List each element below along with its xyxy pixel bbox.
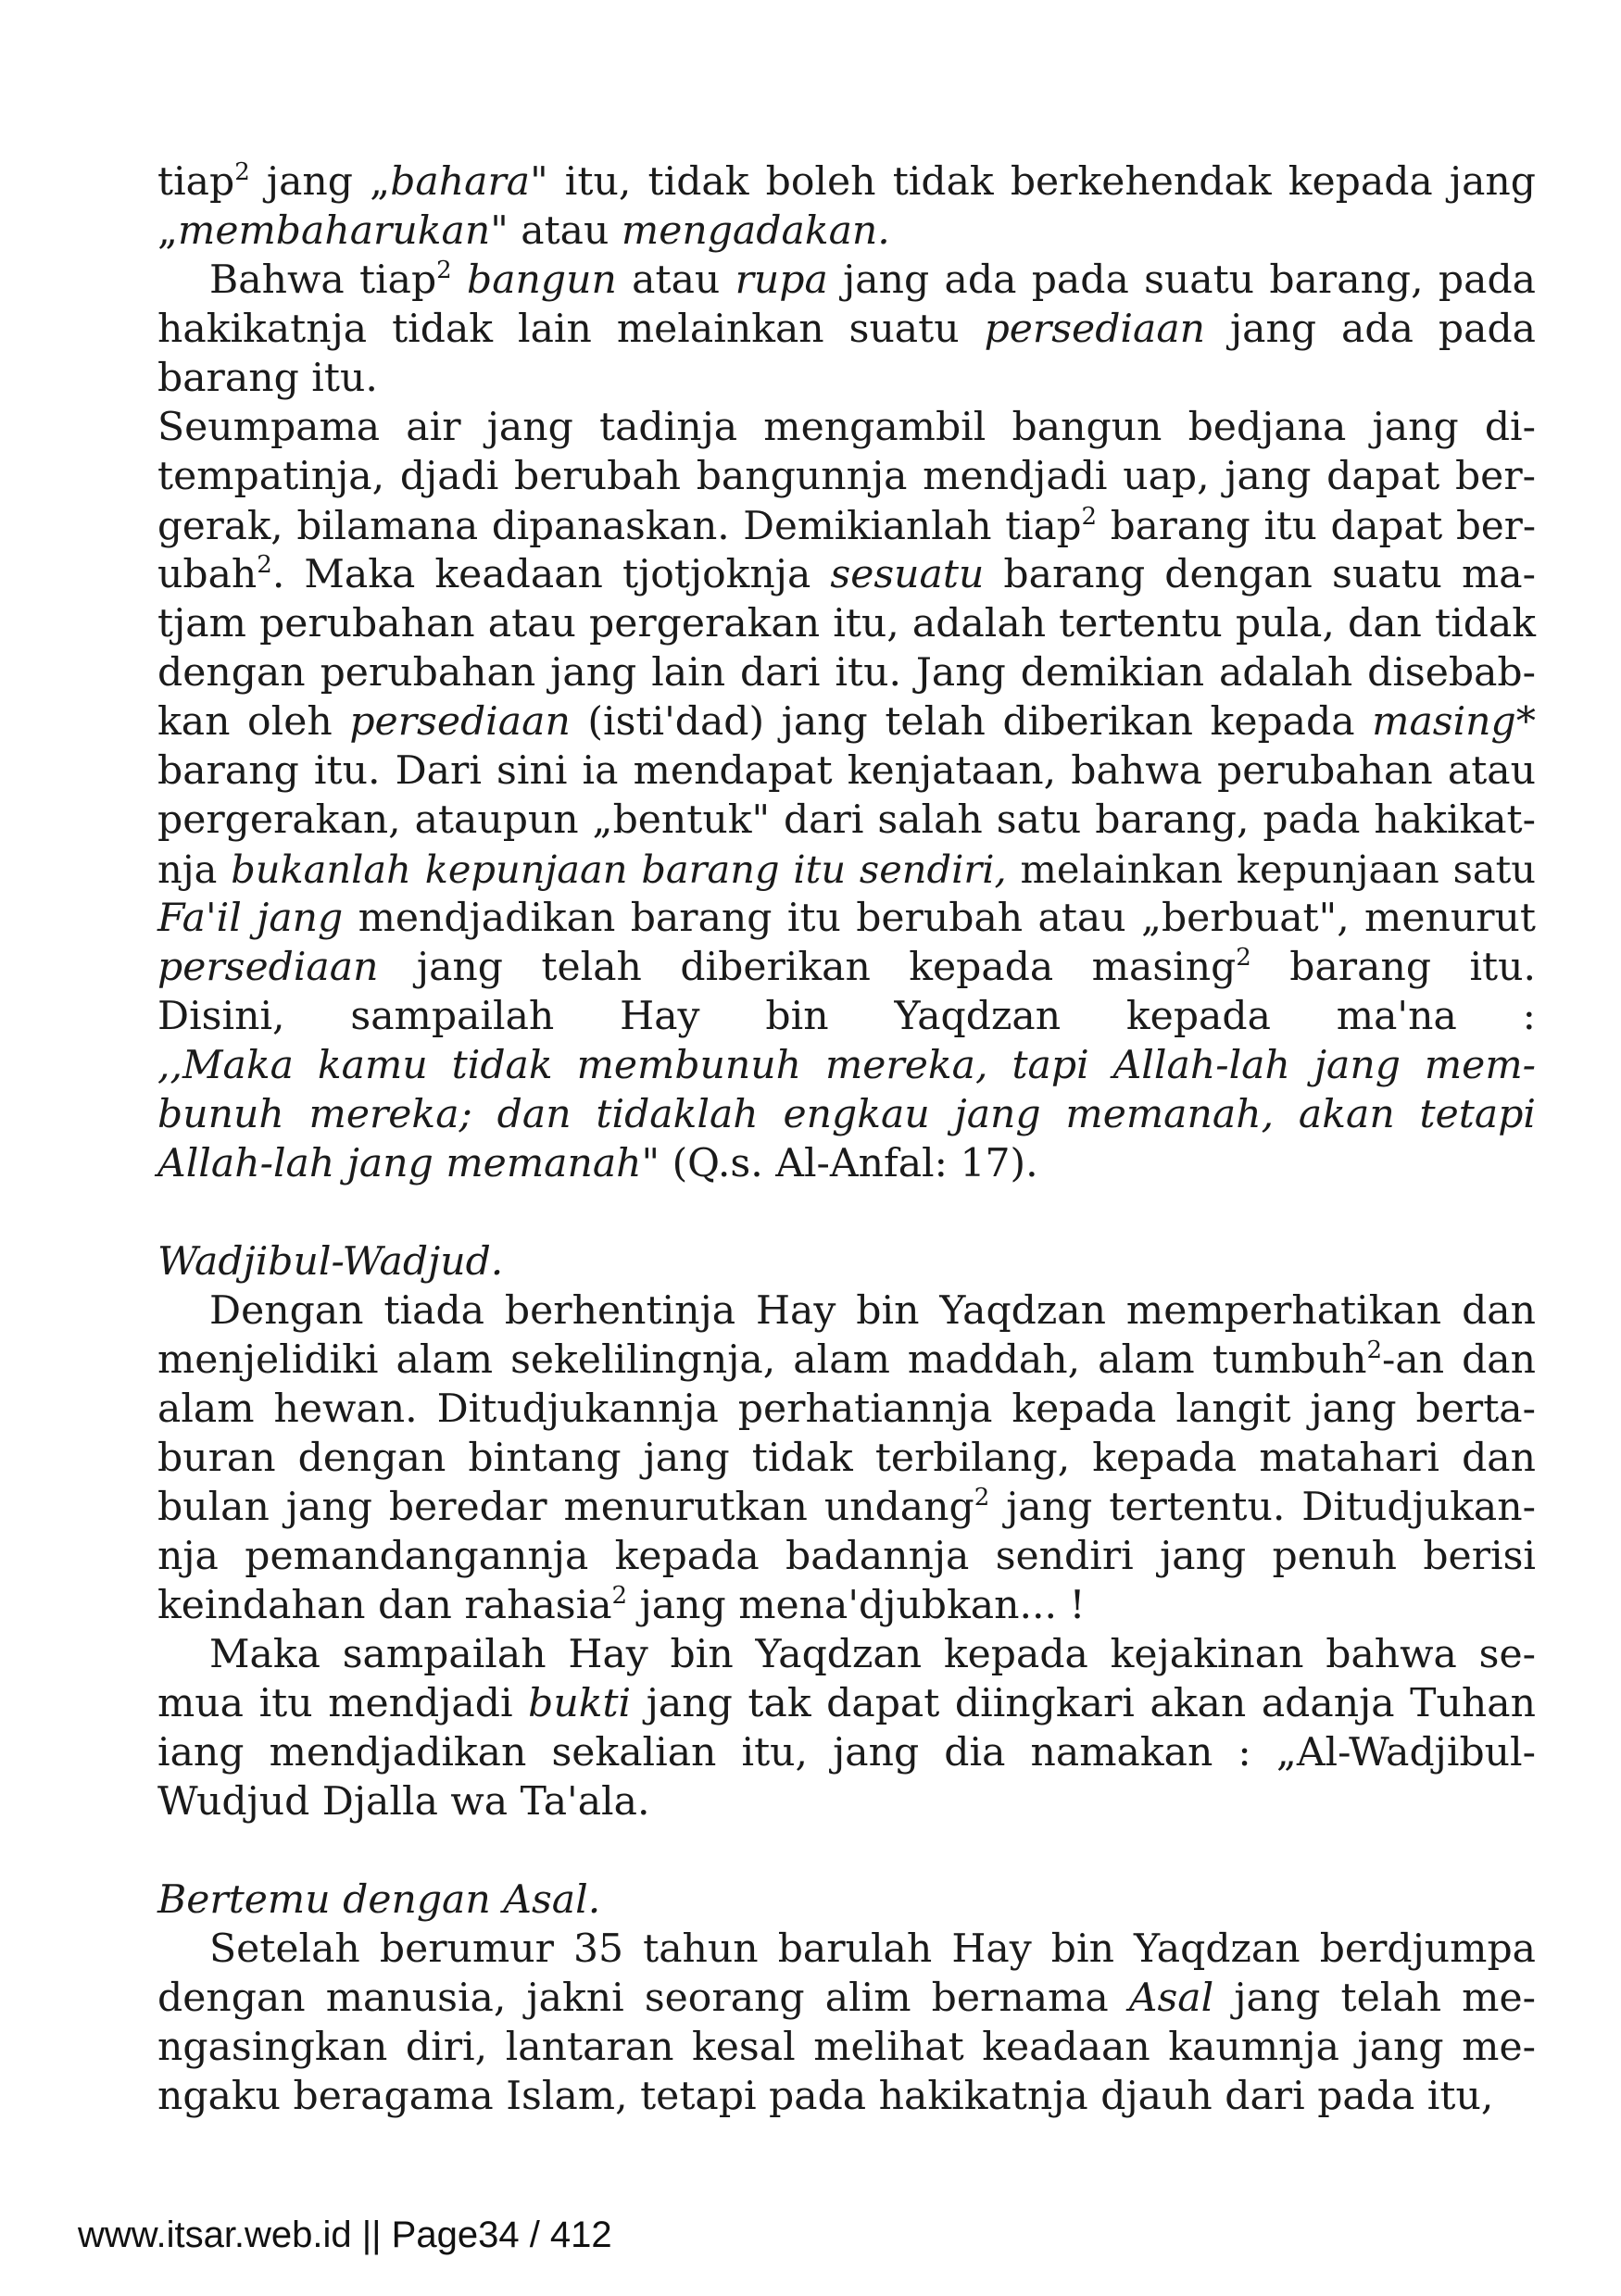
- text-line: ngaku beragama Islam, tetapi pada hakikatnja djauh dari pada itu,: [157, 2074, 1494, 2119]
- text-line: nja pemandangannja kepada badannja sendiri jang penuh berisi: [157, 1534, 1536, 1579]
- text-line: Wudjud Djalla wa Ta'ala.: [157, 1779, 650, 1825]
- text-line: mua itu mendjadi bukti jang tak dapat diingkari akan adanja Tuhan: [157, 1681, 1536, 1726]
- text-line: barang itu.: [157, 356, 378, 401]
- paragraph-2: [157, 256, 1536, 1188]
- quote-line: Allah-lah jang memanah" (Q.s. Al-Anfal: 17).: [157, 1141, 1038, 1186]
- text-line: bulan jang beredar menurutkan undang$^2$ jang tertentu. Ditudjukan-: [157, 1484, 1536, 1530]
- text-line: barang itu. Dari sini ia mendapat kenjataan, bahwa perubahan atau: [157, 748, 1536, 794]
- text-line: Fa'il jang mendjadikan barang itu berubah atau „berbuat", menurut: [157, 896, 1536, 941]
- text-line: dengan manusia, jakni seorang alim bernama Asal jang telah me-: [157, 1976, 1536, 2021]
- text-line: hakikatnja tidak lain melainkan suatu persediaan jang ada pada: [157, 307, 1536, 352]
- text-line: Seumpama air jang tadinja mengambil bangun bedjana jang di-: [157, 405, 1536, 450]
- text-line: kan oleh persediaan (isti'dad) jang telah diberikan kepada masing*: [157, 699, 1537, 745]
- paragraph-1: [157, 157, 1536, 256]
- text-line: nja bukanlah kepunjaan barang itu sendiri, melainkan kepunjaan satu: [157, 847, 1537, 892]
- quote-line: ,,Maka kamu tidak membunuh mereka, tapi Allah-lah jang mem-: [157, 1043, 1536, 1088]
- text-line: Maka sampailah Hay bin Yaqdzan kepada kejakinan bahwa se-: [209, 1632, 1536, 1677]
- text-line: ubah$^2$. Maka keadaan tjotjoknja sesuatu barang dengan suatu ma-: [157, 551, 1536, 597]
- section-heading: Wadjibul-Wadjud.: [157, 1239, 504, 1285]
- spacer: [157, 1826, 1536, 1876]
- text-line: Setelah berumur 35 tahun barulah Hay bin Yaqdzan berdjumpa: [209, 1926, 1536, 1972]
- text-line: gerak, bilamana dipanaskan. Demikianlah tiap$^2$ barang itu dapat ber-: [157, 503, 1537, 548]
- text-line: Dengan tiada berhentinja Hay bin Yaqdzan memperhatikan dan: [209, 1288, 1536, 1334]
- text-line: dengan perubahan jang lain dari itu. Jang demikian adalah disebab-: [157, 650, 1536, 696]
- text-line: keindahan dan rahasia$^2$ jang mena'djubkan... !: [157, 1582, 1086, 1628]
- spacer: [157, 1188, 1536, 1237]
- text-line: buran dengan bintang jang tidak terbilang, kepada matahari dan: [157, 1436, 1536, 1481]
- text-line: iang mendjadikan sekalian itu, jang dia namakan : „Al-Wadjibul-: [157, 1730, 1536, 1775]
- text-line: persediaan jang telah diberikan kepada masing$^2$ barang itu.: [157, 944, 1536, 990]
- page-body: [157, 157, 1536, 2121]
- section-wadjibul-wadjud: [157, 1237, 1536, 1826]
- text-line: alam hewan. Ditudjukannja perhatiannja kepada langit jang berta-: [157, 1386, 1536, 1432]
- text-line: tempatinja, djadi berubah bangunnja mendjadi uap, jang dapat ber-: [157, 454, 1536, 499]
- text-line: pergerakan, ataupun „bentuk" dari salah satu barang, pada hakikat-: [157, 797, 1536, 843]
- text-line: Disini, sampailah Hay bin Yaqdzan kepada ma'na :: [157, 994, 1536, 1039]
- text-line: Bahwa tiap$^2$ bangun atau rupa jang ada pada suatu barang, pada: [209, 257, 1536, 303]
- text-line: menjelidiki alam sekelilingnja, alam maddah, alam tumbuh$^2$-an dan: [157, 1336, 1536, 1383]
- text-line: tiap$^2$ jang „bahara" itu, tidak boleh tidak berkehendak kepada jang: [157, 158, 1536, 205]
- page-footer: www.itsar.web.id || Page34 / 412: [78, 2214, 612, 2255]
- section-heading: Bertemu dengan Asal.: [157, 1877, 601, 1923]
- text-line: tjam perubahan atau pergerakan itu, adalah tertentu pula, dan tidak: [157, 601, 1536, 646]
- text-line: ngasingkan diri, lantaran kesal melihat keadaan kaumnja jang me-: [157, 2025, 1536, 2070]
- quote-line: bunuh mereka; dan tidaklah engkau jang memanah, akan tetapi: [157, 1092, 1536, 1137]
- text-line: „membaharukan" atau mengadakan.: [157, 208, 890, 254]
- section-bertemu-dengan-asal: [157, 1876, 1536, 2121]
